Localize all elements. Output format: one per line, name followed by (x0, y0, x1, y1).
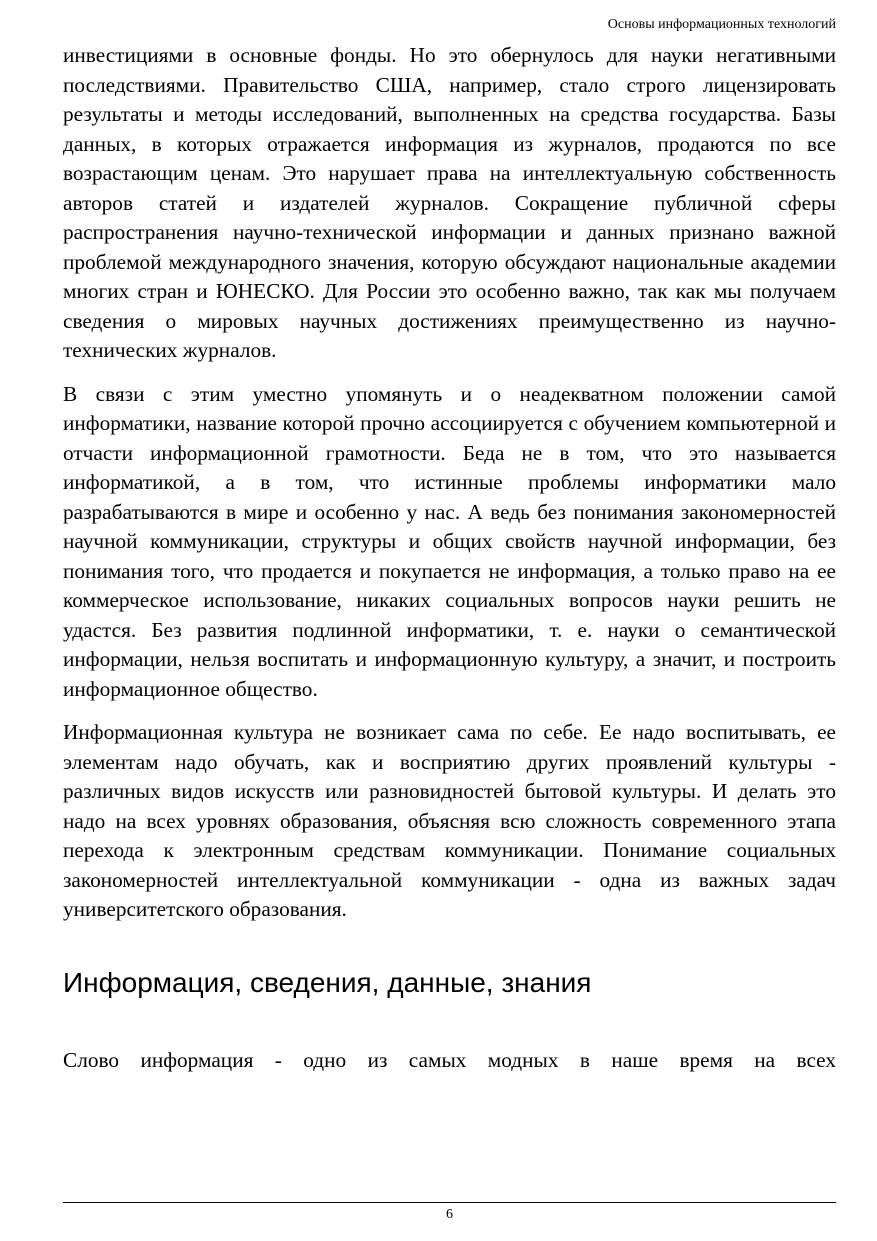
page-body (63, 41, 836, 1075)
paragraph: Информационная культура не возникает сама по себе. Ее надо воспитывать, ее элементам надо обучать, как и восприятию других проявлений культуры - различных видов искусств или разновидностей бытовой культуры. И делать это надо на всех уровнях образования, объясняя всю сложность современного этапа перехода к электронным средствам коммуникации. Понимание социальных закономерностей интеллектуальной коммуникации - одна из важных задач университетского образования. (63, 720, 836, 921)
running-header: Основы информационных технологий (607, 17, 836, 32)
footer-divider (63, 1202, 836, 1203)
paragraph: В связи с этим уместно упомянуть и о неадекватном положении самой информатики, название которой прочно ассоциируется с обучением компьютерной и отчасти информационной грамотности. Беда не в том, что это называется информатикой, а в том, что истинные проблемы информатики мало разрабатываются в мире и особенно у нас. А ведь без понимания закономерностей научной коммуникации, структуры и общих свойств научной информации, без понимания того, что продается и покупается не информация, а только право на ее коммерческое использование, никаких социальных вопросов науки решить не удастся. Без развития подлинной информатики, т. е. науки о семантической информации, нельзя воспитать и информационную культуру, а значит, и построить информационное общество. (63, 381, 836, 701)
section-heading: Информация, сведения, данные, знания (63, 966, 592, 998)
paragraph: инвестициями в основные фонды. Но это обернулось для науки негативными последствиями. Правительство США, например, стало строго лицензировать результаты и методы исследований, выполненных на средства государства. Базы данных, в которых отражается информация из журналов, продаются по все возрастающим ценам. Это нарушает права на интеллектуальную собственность авторов статей и издателей журналов. Сокращение публичной сферы распространения научно-технической информации и данных признано важной проблемой международного значения, которую обсуждают национальные академии многих стран и ЮНЕСКО. Для России это особенно важно, так как мы получаем сведения о мировых научных достижениях преимущественно из научно-технических журналов. (63, 43, 836, 362)
paragraph: Слово информация - одно из самых модных в наше время на всех (63, 1047, 836, 1072)
page-number: 6 (446, 1207, 453, 1222)
